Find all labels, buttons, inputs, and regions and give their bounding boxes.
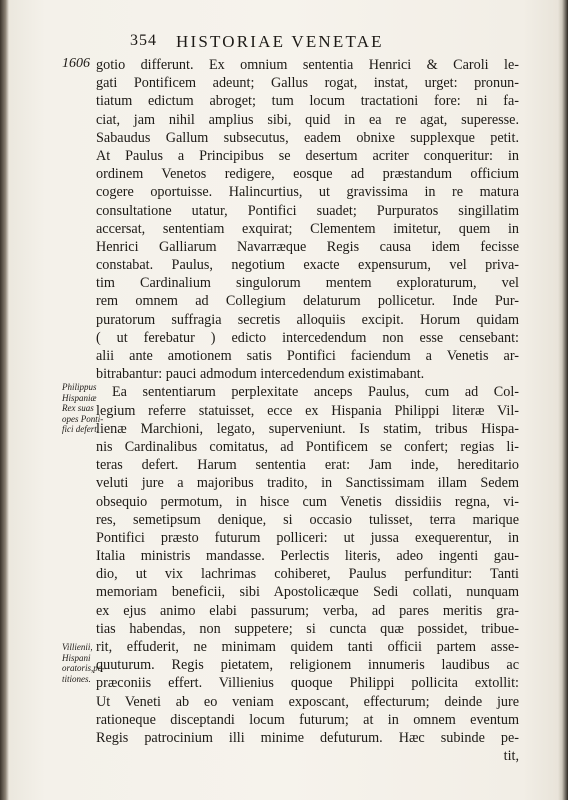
text-line: memoriam beneficii, sibi Apostolicæque Sedi collati, nunquam	[96, 584, 519, 601]
text-line: tim Cardinalium singulorum mentem exploraturum, vel	[96, 275, 519, 292]
text-line: nis Cardinalibus comitatus, ad Pontificem se confert; regias li-	[96, 438, 519, 455]
text-line: legium referre statuisset, ecce ex Hispania Philippi literæ Vil-	[96, 402, 519, 419]
margin-note-line: Hispaniæ	[62, 392, 97, 403]
text-line: præconiis effert. Villienius quoque Philippi pollicita extollit:	[96, 675, 519, 692]
text-line: dio, ut vix lachrimas cohiberet, Paulus perfunditur: Tanti	[96, 566, 519, 583]
text-line: constabat. Paulus, negotium exacte expensurum, vel priva-	[96, 257, 519, 274]
text-line: gati Pontificem adeunt; Gallus rogat, instat, urget: pronun-	[96, 75, 519, 92]
margin-note-line: oratoris,pe-	[62, 663, 105, 674]
text-line: lienæ Marchioni, legato, superveniunt. Is statim, tribus Hispa-	[96, 420, 519, 437]
text-line: ordinem Venetos redigere, eosque ad præstandum officium	[96, 166, 519, 183]
margin-note-line: Philippus	[62, 382, 97, 392]
text-line: quuturum. Regis pietatem, religionem innumeris laudibus ac	[96, 657, 519, 674]
margin-note-line: Villienii,	[62, 642, 93, 652]
margin-note-line: opes Ponti-	[62, 413, 104, 424]
text-line: puratorum suffragia secretis alloquiis excipit. Horum quidam	[96, 311, 519, 328]
text-line: tit,	[503, 748, 519, 765]
text-line: rationeque disceptandi locum futurum; at in omnem eventum	[96, 711, 519, 728]
margin-note-line: fici defert.	[62, 424, 99, 435]
text-line: Henrici Galliarum Navarræque Regis causa idem fecisse	[96, 238, 519, 255]
text-line: accersat, sententiam exquirat; Clementem imitetur, quem in	[96, 220, 519, 237]
margin-year: 1606	[62, 56, 90, 71]
text-line: rem omnem ad Collegium delaturum pollicetur. Inde Pur-	[96, 293, 519, 310]
text-line: tias habendas, non suppetere; si cuncta quæ possidet, tribue-	[96, 620, 519, 637]
text-line: Italia ministris mandasse. Perlectis literis, adeo ingenti gau-	[96, 548, 519, 565]
text-line: ex ejus animo elabi passurum; verba, ad pares meritis gra-	[96, 602, 519, 619]
running-title: HISTORIAE VENETAE	[176, 32, 384, 51]
text-line: cogere oportuisse. Halincurtius, ut gravissima in re matura	[96, 184, 519, 201]
text-line: Regis patrocinium illi minime defuturum. Hæc subinde pe-	[96, 729, 519, 746]
margin-note-line: Hispani	[62, 652, 91, 663]
text-line: At Paulus a Principibus se desertum acriter conqueritur: in	[96, 147, 519, 164]
text-line: bitrabantur: pauci admodum intercedendum existimabant.	[96, 366, 425, 383]
text-line: Ut Veneti ab eo veniam exposcant, effecturum; deinde jure	[96, 693, 519, 710]
text-line: obsequio permotum, in hisce cum Venetis dissidiis regna, vi-	[96, 493, 519, 510]
text-line: alii ante amotionem satis Pontifici faciendum a Venetis ar-	[96, 348, 519, 364]
text-line: consultatione utatur, Pontifici suadet; Purpuratos singillatim	[96, 202, 519, 219]
body-text	[96, 56, 519, 765]
text-line: ciat, jam nihil amplius sibi, quid in ea re agat, superesse.	[96, 111, 519, 128]
text-line: ( ut ferebatur ) edicto intercedendum non esse censebant:	[96, 329, 519, 346]
text-line: Pontifici præsto futurum polliceri: ut jussa exequerentur, in	[96, 529, 519, 546]
text-line: rit, effuderit, ne minimam quidem tanti officii partem asse-	[96, 639, 519, 655]
text-line: res, semetipsum denique, si occasio tulisset, terra marique	[96, 511, 519, 528]
text-line: Ea sententiarum perplexitate anceps Paulus, cum ad Col-	[112, 384, 519, 401]
page-gutter-shadow	[0, 0, 9, 800]
text-line: teras defert. Harum sententia erat: Jam inde, hereditario	[96, 457, 519, 474]
text-line: tiatum edictum abroget; tum locum tractationi fore: ni fa-	[96, 93, 519, 110]
text-line: Sabaudus Gallum subsecutus, eadem obnixe supplexque petit.	[96, 129, 519, 146]
margin-note-line: Rex suas	[62, 403, 94, 414]
margin-note-line: titiones.	[62, 673, 91, 684]
page-edge-shadow	[558, 0, 568, 800]
text-line: veluti jure a majoribus tradito, in Sanctissimam illam Sedem	[96, 475, 519, 492]
page-header	[130, 32, 475, 54]
page-number: 354	[130, 32, 157, 49]
text-line: gotio differunt. Ex omnium sententia Henrici & Caroli le-	[96, 57, 519, 73]
